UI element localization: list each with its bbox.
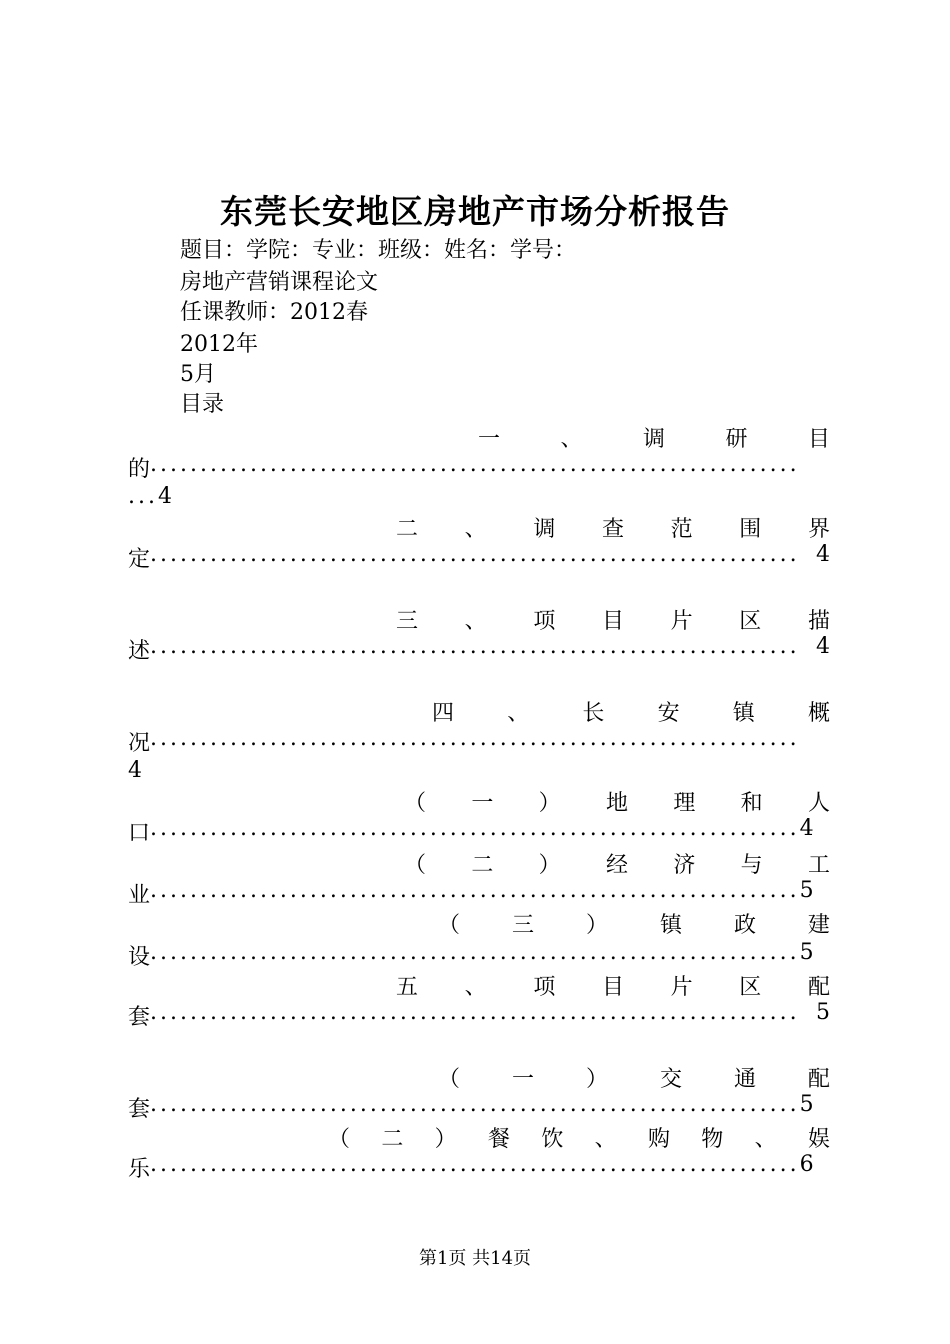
toc-entry-3-tail — [128, 634, 830, 666]
toc-char: 界 — [807, 517, 830, 542]
toc-char: 、 — [594, 1127, 617, 1152]
toc-page-number: 5 — [799, 1092, 814, 1117]
dot-leader: ................................................................. — [150, 1152, 800, 1177]
toc-tail: 定 — [128, 547, 151, 572]
toc-char: 建 — [807, 913, 830, 938]
toc-entry-4-head — [432, 696, 830, 728]
toc-char: 购 — [647, 1127, 670, 1152]
toc-char: ） — [434, 1127, 457, 1152]
toc-char: 目 — [601, 975, 624, 1000]
toc-char: 饮 — [541, 1127, 564, 1152]
toc-entry-6-head — [404, 848, 830, 880]
toc-char: 娱 — [807, 1127, 830, 1152]
toc-entry-7-tail — [128, 940, 814, 972]
toc-char: 配 — [807, 975, 830, 1000]
toc-heading: 目录 — [180, 392, 225, 417]
meta-line-3: 任课教师：2012春 — [180, 300, 368, 325]
toc-char: 、 — [464, 517, 487, 542]
toc-char: 配 — [807, 1067, 830, 1092]
toc-char: 通 — [733, 1067, 756, 1092]
dot-leader: ................................................................. — [150, 878, 800, 903]
toc-char: 描 — [807, 609, 830, 634]
toc-page-number: 5 — [816, 1000, 830, 1025]
toc-entry-1-head — [478, 422, 830, 454]
toc-char: 餐 — [487, 1127, 510, 1152]
toc-tail: 套 — [128, 1097, 151, 1122]
meta-line-1: 题目：学院：专业：班级：姓名：学号： — [180, 238, 577, 263]
toc-char: 二 — [381, 1127, 404, 1152]
toc-entry-9-tail — [128, 1092, 814, 1124]
dot-leader: ................................................................. — [150, 940, 800, 965]
toc-char: 项 — [533, 975, 556, 1000]
toc-char: 查 — [601, 517, 624, 542]
toc-char: 与 — [740, 853, 763, 878]
toc-entry-10-tail — [128, 1152, 814, 1184]
meta-line-2: 房地产营销课程论文 — [180, 270, 379, 295]
toc-char: 二 — [396, 517, 419, 542]
toc-char: 政 — [733, 913, 756, 938]
toc-page-number: 4 — [128, 758, 142, 783]
toc-entry-3-head — [396, 604, 830, 636]
dot-leader: ................................................................. — [150, 542, 800, 567]
toc-tail: 述 — [128, 639, 151, 664]
toc-char: 三 — [511, 913, 534, 938]
toc-char: 五 — [396, 975, 419, 1000]
toc-entry-6-tail — [128, 878, 814, 910]
toc-entry-8-tail — [128, 1000, 830, 1032]
page-footer: 第1页 共14页 — [418, 1248, 532, 1269]
toc-char: 项 — [533, 609, 556, 634]
toc-char: （ — [438, 1067, 461, 1092]
toc-tail: 设 — [128, 945, 151, 970]
toc-char: 一 — [511, 1067, 534, 1092]
toc-entry-5-head — [404, 786, 830, 818]
toc-char: （ — [328, 1127, 351, 1152]
toc-char: 人 — [807, 791, 830, 816]
toc-tail: 况 — [128, 731, 151, 756]
toc-char: 物 — [701, 1127, 724, 1152]
toc-char: 、 — [464, 609, 487, 634]
toc-entry-1-tail — [128, 452, 830, 484]
toc-char: 镇 — [659, 913, 682, 938]
toc-page-number: 4 — [799, 816, 814, 841]
toc-char: 经 — [605, 853, 628, 878]
toc-char: 、 — [464, 975, 487, 1000]
toc-tail: 业 — [128, 883, 151, 908]
toc-tail: 口 — [128, 821, 151, 846]
toc-char: 地 — [605, 791, 628, 816]
toc-char: 区 — [739, 975, 762, 1000]
toc-char: 片 — [670, 609, 693, 634]
page-title: 东莞长安地区房地产市场分析报告 — [220, 192, 730, 231]
toc-char: ） — [538, 791, 561, 816]
toc-char: 、 — [507, 701, 530, 726]
dot-leader: ................................................................. — [150, 1000, 800, 1025]
toc-page-number: 5 — [799, 878, 814, 903]
meta-line-4: 2012年 — [180, 332, 258, 357]
toc-entry-2-tail — [128, 542, 830, 574]
toc-char: 目 — [807, 427, 830, 452]
dot-leader: ................................................................. — [150, 452, 800, 477]
toc-char: 和 — [740, 791, 763, 816]
toc-char: ） — [585, 913, 608, 938]
toc-entry-9-head — [438, 1062, 830, 1094]
toc-char: 理 — [673, 791, 696, 816]
toc-char: ） — [538, 853, 561, 878]
toc-char: 安 — [657, 701, 680, 726]
toc-char: 概 — [807, 701, 830, 726]
toc-char: 片 — [670, 975, 693, 1000]
toc-char: 一 — [478, 427, 501, 452]
toc-char: 四 — [432, 701, 455, 726]
toc-char: 调 — [642, 427, 665, 452]
toc-char: 围 — [739, 517, 762, 542]
toc-char: 三 — [396, 609, 419, 634]
toc-page-number: 5 — [799, 940, 814, 965]
toc-entry-4-tail — [128, 726, 830, 758]
toc-char: 目 — [601, 609, 624, 634]
toc-page-number: 4 — [816, 542, 830, 567]
toc-tail: 乐 — [128, 1157, 151, 1182]
toc-entry-2-head — [396, 512, 830, 544]
dot-leader: ................................................................. — [150, 634, 800, 659]
toc-entry-10-head — [328, 1122, 830, 1154]
toc-char: （ — [404, 853, 427, 878]
dot-leader: ................................................................. — [150, 726, 800, 751]
toc-page-number: 4 — [816, 634, 830, 659]
toc-char: （ — [438, 913, 461, 938]
dot-leader: ................................................................. — [150, 816, 800, 841]
toc-char: 调 — [533, 517, 556, 542]
toc-tail: 的 — [128, 457, 151, 482]
toc-char: 济 — [673, 853, 696, 878]
toc-char: 长 — [582, 701, 605, 726]
toc-char: ） — [585, 1067, 608, 1092]
toc-char: 工 — [807, 853, 830, 878]
toc-char: 、 — [560, 427, 583, 452]
toc-entry-8-head — [396, 970, 830, 1002]
toc-char: 交 — [659, 1067, 682, 1092]
toc-entry-7-head — [438, 908, 830, 940]
toc-char: 区 — [739, 609, 762, 634]
dot-leader: ... — [128, 484, 158, 509]
toc-entry-5-tail — [128, 816, 814, 848]
toc-page-number: 4 — [157, 484, 172, 509]
toc-char: 范 — [670, 517, 693, 542]
meta-line-5: 5月 — [180, 362, 216, 387]
toc-page-number: 6 — [799, 1152, 814, 1177]
toc-char: 镇 — [732, 701, 755, 726]
toc-char: 一 — [471, 791, 494, 816]
dot-leader: ................................................................. — [150, 1092, 800, 1117]
toc-char: 研 — [725, 427, 748, 452]
toc-char: 二 — [471, 853, 494, 878]
toc-tail: 套 — [128, 1005, 151, 1030]
toc-char: （ — [404, 791, 427, 816]
toc-char: 、 — [754, 1127, 777, 1152]
